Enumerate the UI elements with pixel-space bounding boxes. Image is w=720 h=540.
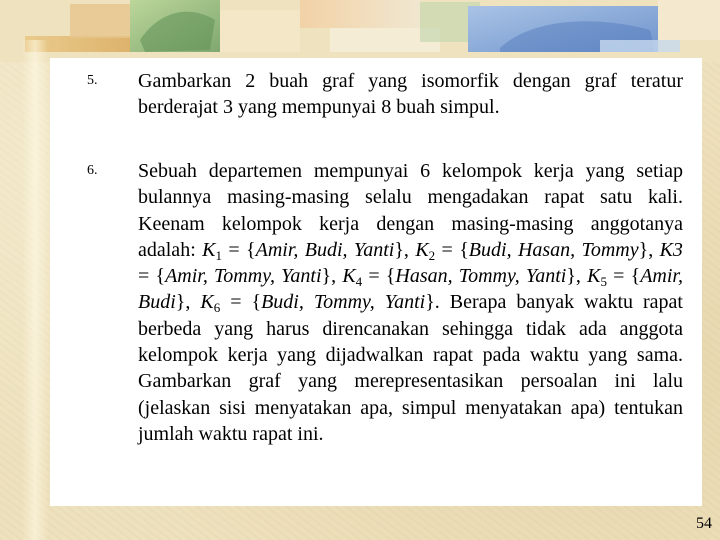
item-number: 5. [87, 73, 98, 88]
decorative-banner [0, 0, 720, 62]
group-members: Hasan, Tommy, Yanti [395, 265, 567, 288]
group-subscript: 6 [213, 300, 221, 316]
group-name: K [415, 238, 429, 261]
left-decorative-strip [22, 40, 48, 540]
group-members: Amir, Budi [138, 265, 683, 314]
group-name: K [587, 265, 601, 288]
group-name: K3 [659, 238, 683, 261]
group-subscript: 5 [600, 274, 607, 290]
group-subscript: 4 [355, 274, 363, 290]
group-members: Amir, Tommy, Yanti [165, 265, 322, 288]
page-number: 54 [696, 515, 712, 532]
item-outro: Berapa banyak waktu rapat berbeda yang harus direncanakan sehingga tidak ada anggota kelompok kerja yang dijadwalkan rapat pada waktu yang sama. Gambarkan graf yang merepresentasikan persoalan ini lalu (jelaskan sisi menyatakan apa, simpul menyatakan apa) tentukan jumlah waktu rapat ini. [138, 291, 683, 445]
item-intro: Sebuah departemen mempunyai 6 kelompok kerja yang setiap bulannya masing-masing selalu mengadakan rapat satu kali. Keenam kelompok kerja dengan masing-masing anggotanya adalah: [138, 160, 683, 261]
group-members: Amir, Budi, Yanti [255, 238, 395, 261]
item-number: 6. [87, 163, 98, 178]
group-members: Budi, Tommy, Yanti [261, 291, 426, 314]
item-text: Gambarkan 2 buah graf yang isomorfik dengan graf teratur berderajat 3 yang mempunyai 8 buah simpul. [138, 70, 683, 119]
group-name: K [342, 265, 356, 288]
item-text: Sebuah departemen mempunyai 6 kelompok kerja yang setiap bulannya masing-masing selalu mengadakan rapat satu kali. Keenam kelompok kerja dengan masing-masing anggotanya adalah: $K_1$ = {Amir, Budi, Yanti}, $K_2$ = {Budi, Hasan, Tommy}, K3 = {Amir, Tommy, Yanti}, $K_4$ = {Hasan, Tommy, Yanti}, $K_5$ = {Amir, Budi}, $K_6$ = {Budi, Tommy, Yanti}. Berapa banyak waktu rapat berbeda yang harus direncanakan sehingga tidak ada anggota kelompok kerja yang dijadwalkan rapat pada waktu yang sama. Gambarkan graf yang merepresentasikan persoalan ini lalu (jelaskan sisi menyatakan apa, simpul menyatakan apa) tentukan jumlah waktu rapat ini. [138, 160, 683, 445]
group-subscript: 2 [428, 247, 436, 263]
group-name: K [200, 291, 214, 314]
content-panel [50, 58, 702, 506]
group-name: K [202, 238, 216, 261]
group-subscript: 1 [215, 247, 222, 263]
group-members: Budi, Hasan, Tommy [468, 238, 639, 261]
